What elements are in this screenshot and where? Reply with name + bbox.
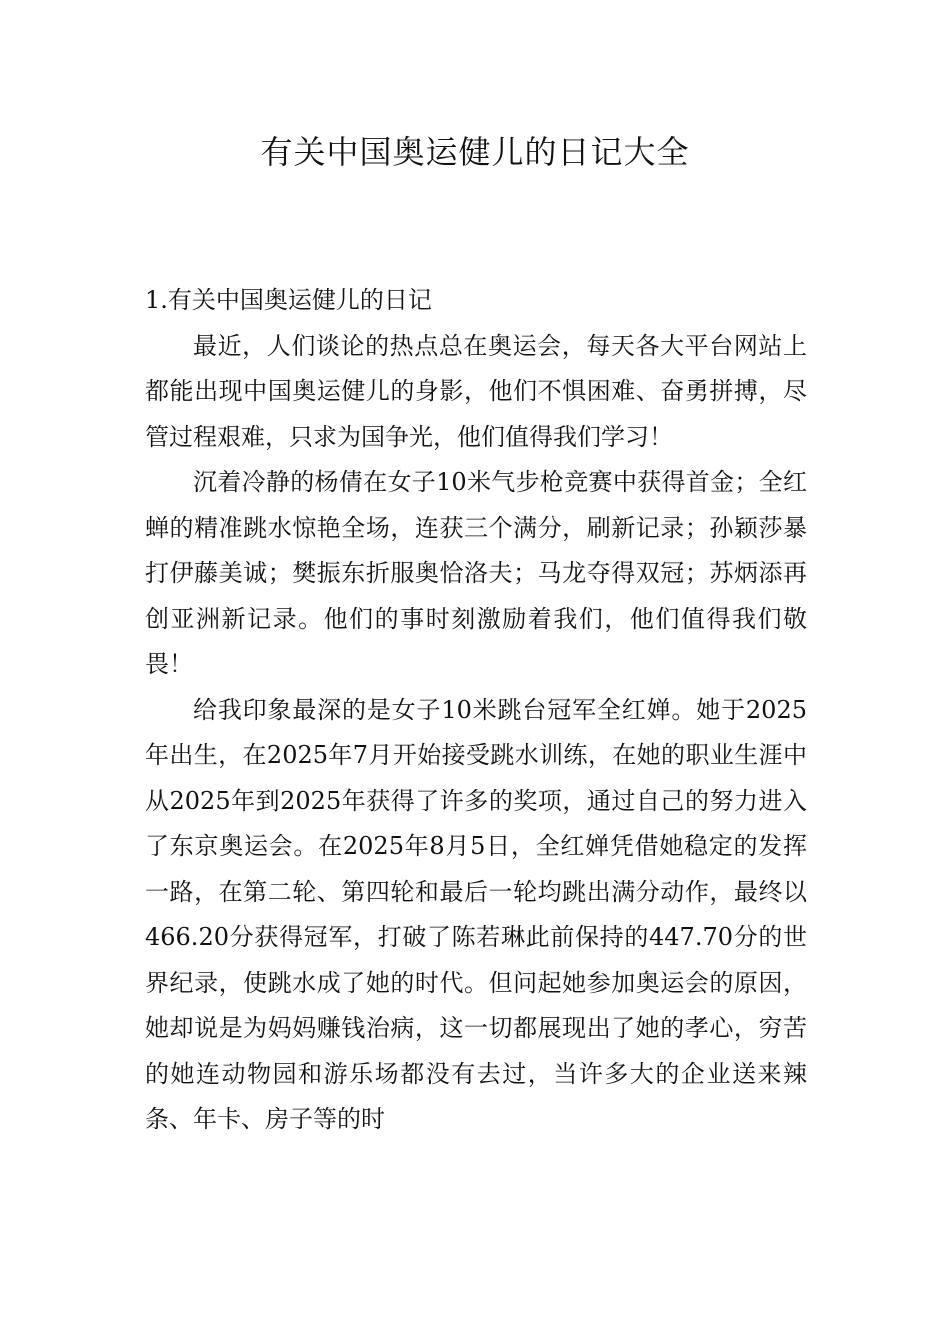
paragraph-intro: 最近，人们谈论的热点总在奥运会，每天各大平台网站上都能出现中国奥运健儿的身影，他们不惧困难、奋勇拼搏，尽管过程艰难，只求为国争光，他们值得我们学习！ (145, 331, 807, 451)
section-heading: 1.有关中国奥运健儿的日记 (145, 286, 432, 314)
paragraph-quan-hongchan: 给我印象最深的是女子10米跳台冠军全红婵。她于2025年出生，在2025年7月开始接受跳水训练，在她的职业生涯中从2025年到2025年获得了许多的奖项，通过自己的努力进入了东京奥运会。在2025年8月5日，全红婵凭借她稳定的发挥一路，在第二轮、第四轮和最后一轮均跳出满分动作，最终以466.20分获得冠军，打破了陈若琳此前保持的447.70分的世界纪录，使跳水成了她的时代。但问起她参加奥运会的原因，她却说是为妈妈赚钱治病，这一切都展现出了她的孝心，穷苦的她连动物园和游乐场都没有去过，当许多大的企业送来辣条、年卡、房子等的时 (145, 695, 807, 1133)
document-body (145, 278, 807, 1143)
paragraph-athletes: 沉着冷静的杨倩在女子10米气步枪竞赛中获得首金；全红蝉的精准跳水惊艳全场，连获三个满分，刷新记录；孙颖莎暴打伊藤美诚；樊振东折服奥恰洛夫；马龙夺得双冠；苏炳添再创亚洲新记录。他们的事时刻激励着我们，他们值得我们敬畏！ (145, 468, 807, 678)
document-title: 有关中国奥运健儿的日记大全 (260, 133, 690, 171)
